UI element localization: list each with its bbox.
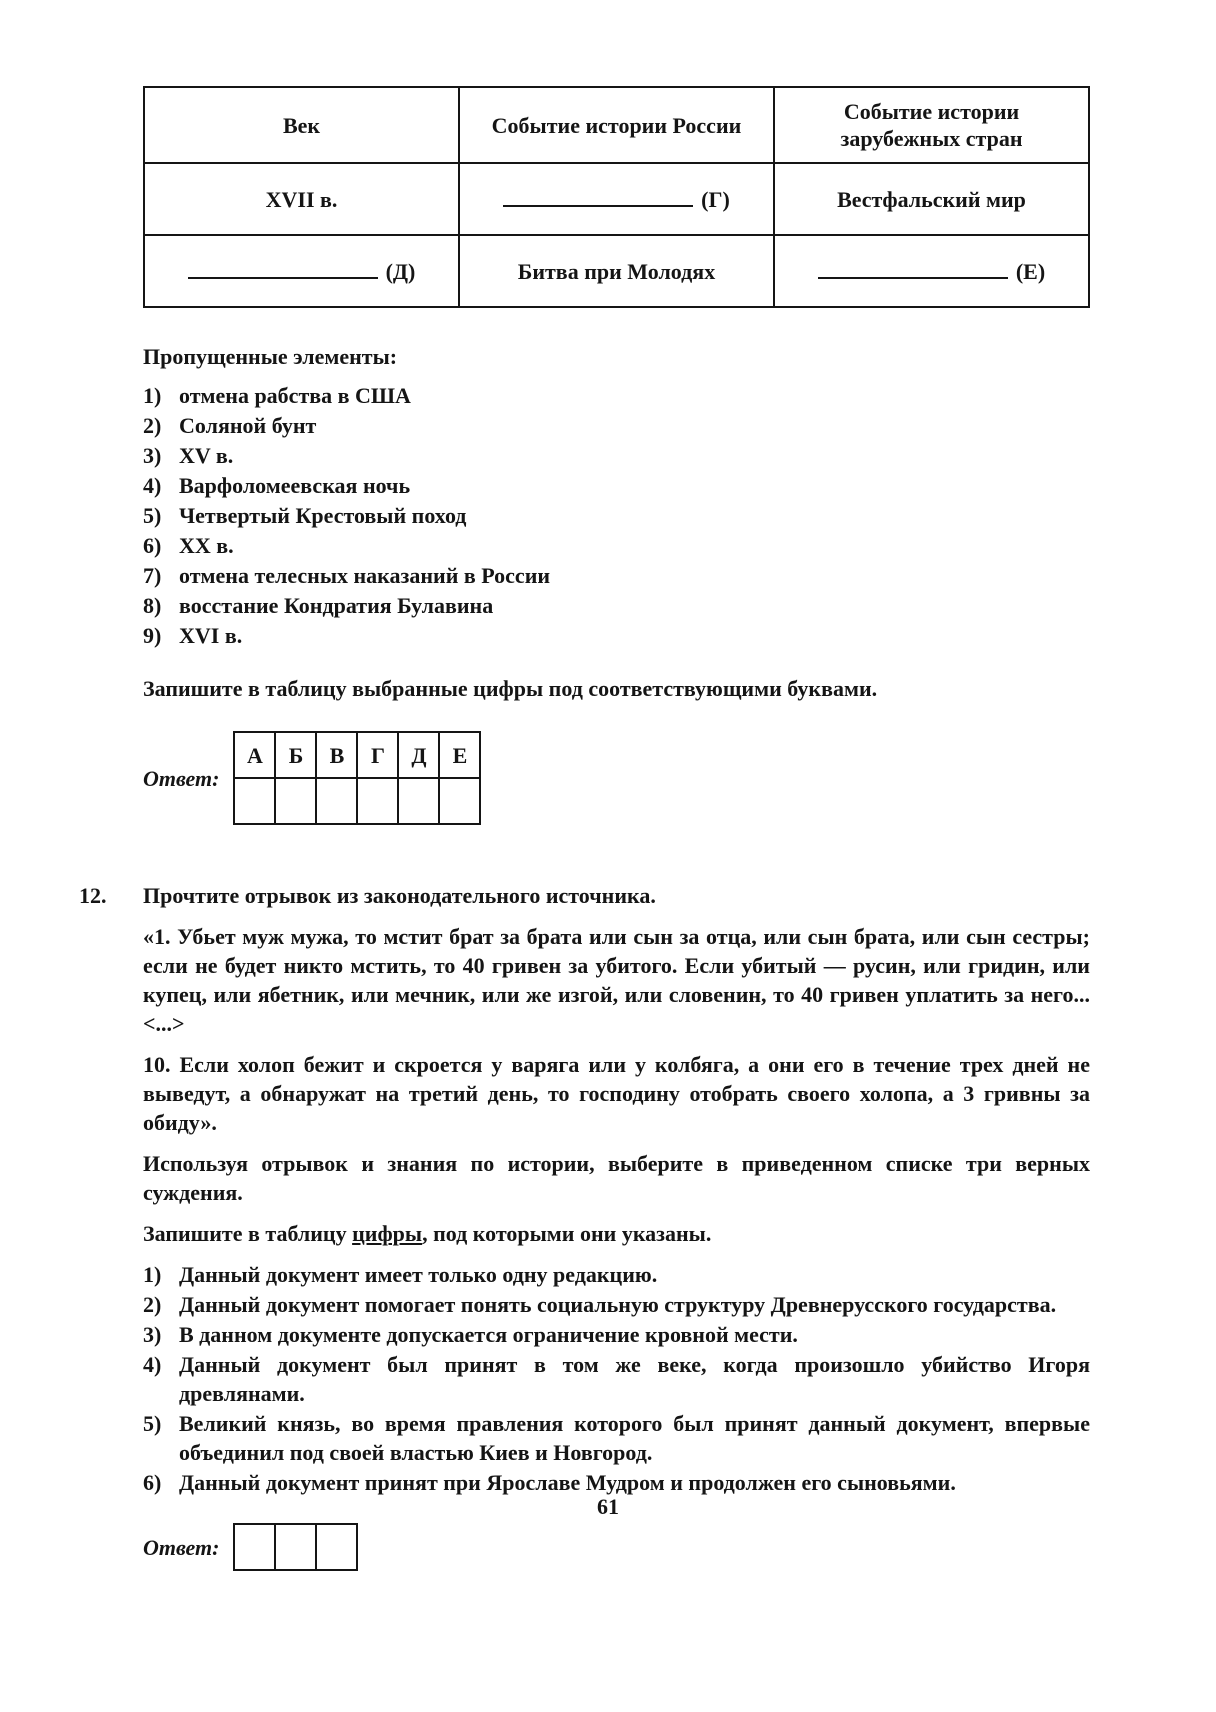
item-text: Четвертый Крестовый поход: [179, 503, 467, 528]
answer-cell[interactable]: [275, 778, 316, 824]
answer-cell[interactable]: [275, 1524, 316, 1570]
task-number: 12.: [79, 883, 107, 908]
header-russia-event: Событие истории России: [459, 87, 774, 163]
cell-foreign-event-1: Вестфальский мир: [774, 163, 1089, 235]
item-text: восстание Кондратия Булавина: [179, 593, 494, 618]
answer-section-task11: [143, 731, 1090, 825]
item-text: Соляной бунт: [179, 413, 317, 438]
item-number: 2): [143, 413, 162, 438]
answer-cell[interactable]: [439, 778, 480, 824]
blank-line: [188, 277, 378, 279]
quote-paragraph-1: «1. Убьет муж мужа, то мстит брат за брата или сын за отца, или сын брата, или сын сестры; если не будет никто мстить, то 40 гривен за убитого. Если убитый — русин, или гридин, или купец, или ябетник, или мечник, или же изгой, или словенин, то 40 гривен уплатить за него... <...>: [143, 924, 1090, 1036]
list-item: [143, 381, 1090, 410]
cell-russia-event-1: [459, 163, 774, 235]
answer-letters-row: [234, 732, 480, 778]
answer-grid-abvgde: [233, 731, 481, 825]
instruction-write-digits: Запишите в таблицу выбранные цифры под соответствующими буквами.: [143, 676, 878, 701]
item-number: 2): [143, 1292, 162, 1317]
answer-cell[interactable]: [357, 778, 398, 824]
list-item: [143, 1409, 1090, 1467]
text-segment: Запишите в таблицу: [143, 1221, 353, 1246]
missing-elements-title: Пропущенные элементы:: [143, 344, 398, 369]
list-item: [143, 621, 1090, 650]
list-item: [143, 591, 1090, 620]
item-number: 4): [143, 1352, 162, 1377]
blank-line: [818, 277, 1008, 279]
answer-input-row: [234, 1524, 357, 1570]
table-row: [144, 235, 1089, 307]
item-text: XV в.: [179, 443, 234, 468]
answer-section-task12: [143, 1523, 1090, 1571]
item-number: 3): [143, 443, 162, 468]
item-text: отмена телесных наказаний в России: [179, 563, 551, 588]
item-number: 4): [143, 473, 162, 498]
item-text: Данный документ имеет только одну редакцию.: [179, 1262, 658, 1287]
answer-letter-b: Б: [275, 732, 316, 778]
item-text: отмена рабства в США: [179, 383, 411, 408]
item-number: 8): [143, 593, 162, 618]
blank-letter-d: (Д): [385, 258, 416, 284]
item-text: Варфоломеевская ночь: [179, 473, 411, 498]
item-text: В данном документе допускается ограничение кровной мести.: [179, 1322, 798, 1347]
cell-century-1: XVII в.: [144, 163, 459, 235]
answer-label: Ответ:: [143, 1534, 220, 1560]
answer-cell[interactable]: [398, 778, 439, 824]
item-text: Данный документ принят при Ярославе Мудром и продолжен его сыновьями.: [179, 1470, 956, 1495]
item-text: XVI в.: [179, 623, 243, 648]
answer-cell[interactable]: [234, 1524, 275, 1570]
table-header-row: [144, 87, 1089, 163]
list-item: [143, 1350, 1090, 1408]
cell-century-2: [144, 235, 459, 307]
item-text: Данный документ помогает понять социальную структуру Древнерусского государства.: [179, 1292, 1057, 1317]
answer-label: Ответ:: [143, 765, 220, 791]
answer-grid-three: [233, 1523, 358, 1571]
item-number: 6): [143, 533, 162, 558]
list-item: [143, 441, 1090, 470]
item-number: 1): [143, 1262, 162, 1287]
answer-letter-a: А: [234, 732, 275, 778]
answer-cell[interactable]: [234, 778, 275, 824]
list-item: [143, 411, 1090, 440]
item-number: 7): [143, 563, 162, 588]
list-item: [143, 1320, 1090, 1349]
task-12: [79, 881, 1090, 1571]
item-number: 6): [143, 1470, 162, 1495]
list-item: [143, 531, 1090, 560]
answer-input-row: [234, 778, 480, 824]
list-item: [143, 501, 1090, 530]
blank-letter-g: (Г): [701, 186, 730, 212]
quote-paragraph-2: 10. Если холоп бежит и скроется у варяга или у колбяга, а они его в течение трех дней не выведут, а обнаружат на третий день, то господину отобрать своего холопа, а 3 гривны за обиду».: [143, 1052, 1090, 1135]
list-item: [143, 471, 1090, 500]
item-text: XX в.: [179, 533, 234, 558]
instruction-write-digits-2: [143, 1219, 1090, 1248]
answer-cell[interactable]: [316, 1524, 357, 1570]
cell-russia-event-2: Битва при Молодях: [459, 235, 774, 307]
item-number: 9): [143, 623, 162, 648]
instruction-choose-three: Используя отрывок и знания по истории, выберите в приведенном списке три верных суждения.: [143, 1151, 1090, 1205]
blank-line: [503, 205, 693, 207]
underlined-word: цифры: [352, 1221, 423, 1246]
item-text: Данный документ был принят в том же веке, когда произошло убийство Игоря древлянами.: [179, 1352, 1090, 1406]
item-number: 1): [143, 383, 162, 408]
header-century: Век: [144, 87, 459, 163]
blank-letter-e: (Е): [1015, 258, 1046, 284]
list-item: [143, 1260, 1090, 1289]
task-intro: Прочтите отрывок из законодательного источника.: [143, 883, 656, 908]
answer-letter-g: Г: [357, 732, 398, 778]
answer-cell[interactable]: [316, 778, 357, 824]
item-number: 5): [143, 503, 162, 528]
answer-letter-e: Е: [439, 732, 480, 778]
cell-foreign-event-2: [774, 235, 1089, 307]
missing-elements-list: [143, 381, 1090, 650]
answer-letter-d: Д: [398, 732, 439, 778]
item-text: Великий князь, во время правления которого был принят данный документ, впервые объединил под своей властью Киев и Новгород.: [179, 1411, 1090, 1465]
item-number: 5): [143, 1411, 162, 1436]
answer-letter-v: В: [316, 732, 357, 778]
table-row: [144, 163, 1089, 235]
item-number: 3): [143, 1322, 162, 1347]
page-number: 61: [597, 1494, 619, 1519]
history-events-table: [143, 86, 1090, 308]
list-item: [143, 1290, 1090, 1319]
list-item: [143, 561, 1090, 590]
statements-list: [143, 1260, 1090, 1497]
text-segment: , под которыми они указаны.: [422, 1221, 712, 1246]
header-foreign-event: Событие истории зарубежных стран: [774, 87, 1089, 163]
